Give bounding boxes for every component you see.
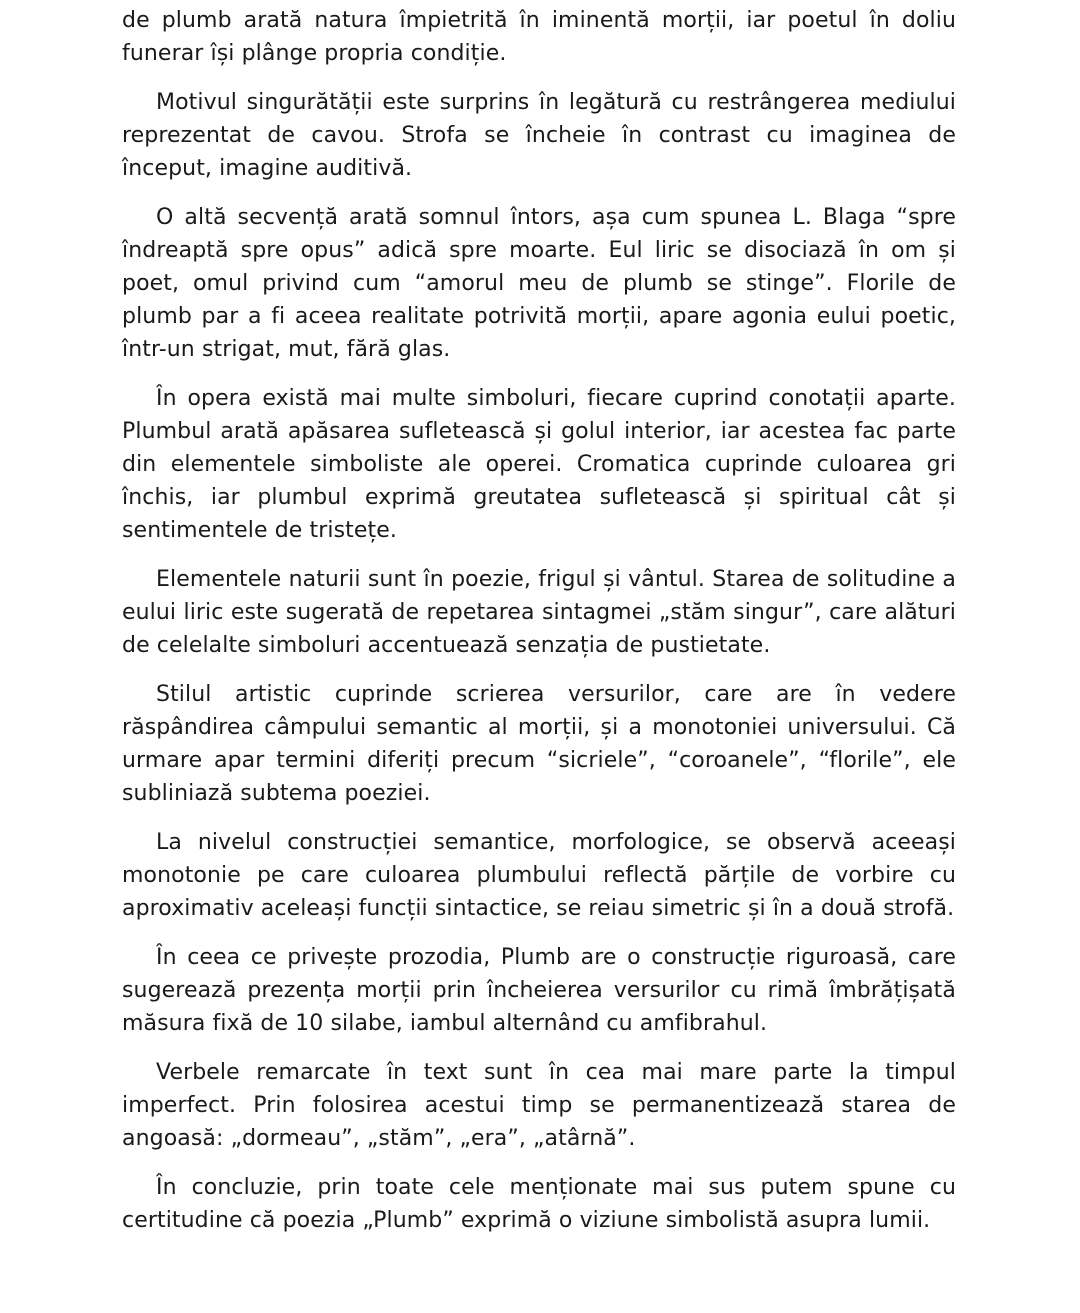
paragraph-prozodia: În ceea ce privește prozodia, Plumb are o construcție riguroasă, care sugerează prezența morții prin încheierea versurilor cu rimă îmbrățișată măsura fixă de 10 silabe, iambul alternând cu amfibrahul. xyxy=(122,945,956,1036)
paragraph-verbele: Verbele remarcate în text sunt în cea mai mare parte la timpul imperfect. Prin folosirea acestui timp se permanentizează starea de angoasă: „dormeau”, „stăm”, „era”, „atârnă”. xyxy=(122,1060,956,1151)
paragraph-singuratate: Motivul singurătății este surprins în legătură cu restrângerea mediului reprezentat de cavou. Strofa se încheie în contrast cu imaginea de început, imagine auditivă. xyxy=(122,90,956,181)
paragraph-constructie-semantica: La nivelul construcției semantice, morfologice, se observă aceeași monotonie pe care culoarea plumbului reflectă părțile de vorbire cu aproximativ aceleași funcții sintactice, se reiau simetric și în a două strofă. xyxy=(122,830,956,921)
paragraph-simboluri: În opera există mai multe simboluri, fiecare cuprind conotații aparte. Plumbul arată apăsarea sufletească și golul interior, iar acestea fac parte din elementele simboliste ale operei. Cromatica cuprinde culoarea gri închis, iar plumbul exprimă greutatea sufletească și spiritual cât și sentimentele de tristețe. xyxy=(122,386,956,543)
paragraph-stilul-artistic: Stilul artistic cuprinde scrierea versurilor, care are în vedere răspândirea câmpului semantic al morții, și a monotoniei universului. Că urmare apar termini diferiți precum “sicriele”, “coroanele”, “florile”, ele subliniază subtema poeziei. xyxy=(122,682,956,806)
paragraph-elementele-naturii: Elementele naturii sunt în poezie, frigul și vântul. Starea de solitudine a eului liric este sugerată de repetarea sintagmei „stăm singur”, care alături de celelalte simboluri accentuează senzația de pustietate. xyxy=(122,567,956,658)
paragraph-continuation: de plumb arată natura împietrită în iminentă morții, iar poetul în doliu funerar își plânge propria condiție. xyxy=(122,8,956,66)
paragraph-somnul-intors: O altă secvență arată somnul întors, așa cum spunea L. Blaga “spre îndreaptă spre opus” adică spre moarte. Eul liric se disociază în om și poet, omul privind cum “amorul meu de plumb se stinge”. Florile de plumb par a fi aceea realitate potrivită morții, apare agonia eului poetic, într-un strigat, mut, fără glas. xyxy=(122,205,956,362)
paragraph-concluzie: În concluzie, prin toate cele menționate mai sus putem spune cu certitudine că poezia „Plumb” exprimă o viziune simbolistă asupra lumii. xyxy=(122,1175,956,1233)
